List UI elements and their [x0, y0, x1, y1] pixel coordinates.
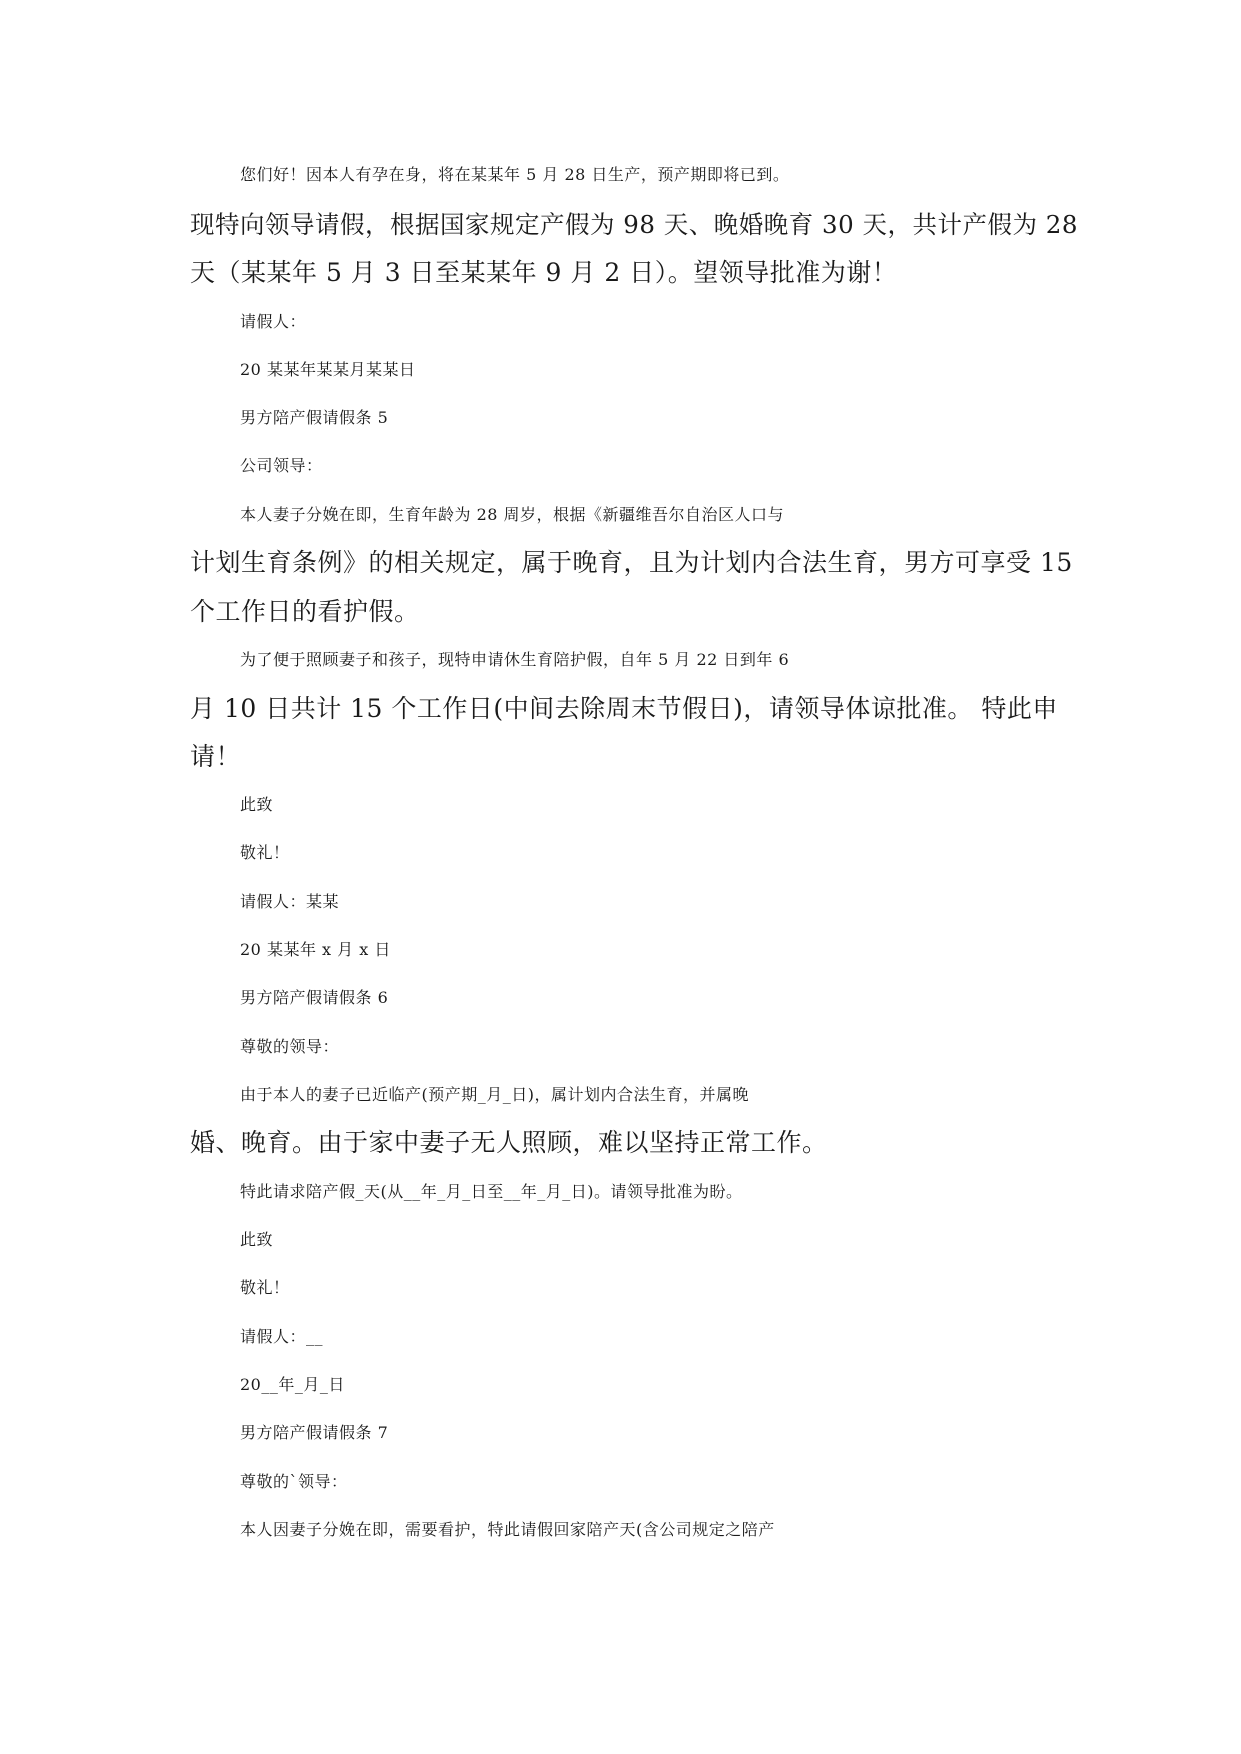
text-line: 特此请求陪产假_天(从__年_月_日至__年_月_日)。请领导批准为盼。 [240, 1182, 743, 1201]
text-line: 您们好！因本人有孕在身，将在某某年 5 月 28 日生产，预产期即将已到。 [240, 165, 790, 184]
text-line: 本人因妻子分娩在即，需要看护，特此请假回家陪产天(含公司规定之陪产 [240, 1520, 775, 1539]
date-line: 20 某某年 x 月 x 日 [240, 940, 391, 959]
closing-line: 敬礼！ [240, 843, 290, 862]
text-line: 婚、晚育。由于家中妻子无人照顾，难以坚持正常工作。 [190, 1128, 828, 1157]
section-heading: 男方陪产假请假条 7 [240, 1423, 389, 1442]
text-line: 请！ [190, 742, 242, 771]
text-line: 由于本人的妻子已近临产(预产期_月_日)，属计划内合法生育，并属晚 [240, 1085, 749, 1104]
text-line: 本人妻子分娩在即，生育年龄为 28 周岁，根据《新疆维吾尔自治区人口与 [240, 505, 785, 524]
text-line: 现特向领导请假，根据国家规定产假为 98 天、晚婚晚育 30 天，共计产假为 28 [190, 210, 1078, 239]
signature-line: 请假人：__ [240, 1327, 324, 1346]
signature-line: 请假人：某某 [240, 892, 340, 911]
date-line: 20__年_月_日 [240, 1375, 345, 1394]
closing-line: 此致 [240, 795, 274, 814]
salutation: 公司领导： [240, 456, 323, 475]
closing-line: 敬礼！ [240, 1278, 290, 1297]
text-line: 个工作日的看护假。 [190, 597, 420, 626]
text-line: 请假人： [240, 312, 307, 331]
salutation: 尊敬的`领导： [240, 1472, 348, 1491]
text-line: 月 10 日共计 15 个工作日(中间去除周末节假日)，请领导体谅批准。 特此申 [190, 694, 1058, 723]
section-heading: 男方陪产假请假条 5 [240, 408, 389, 427]
text-line: 计划生育条例》的相关规定，属于晚育，且为计划内合法生育，男方可享受 15 [190, 548, 1073, 577]
text-line: 20 某某年某某月某某日 [240, 360, 416, 379]
salutation: 尊敬的领导： [240, 1037, 340, 1056]
section-heading: 男方陪产假请假条 6 [240, 988, 389, 1007]
closing-line: 此致 [240, 1230, 274, 1249]
text-line: 天（某某年 5 月 3 日至某某年 9 月 2 日）。望领导批准为谢！ [190, 258, 898, 287]
text-line: 为了便于照顾妻子和孩子，现特申请休生育陪护假，自年 5 月 22 日到年 6 [240, 650, 790, 669]
